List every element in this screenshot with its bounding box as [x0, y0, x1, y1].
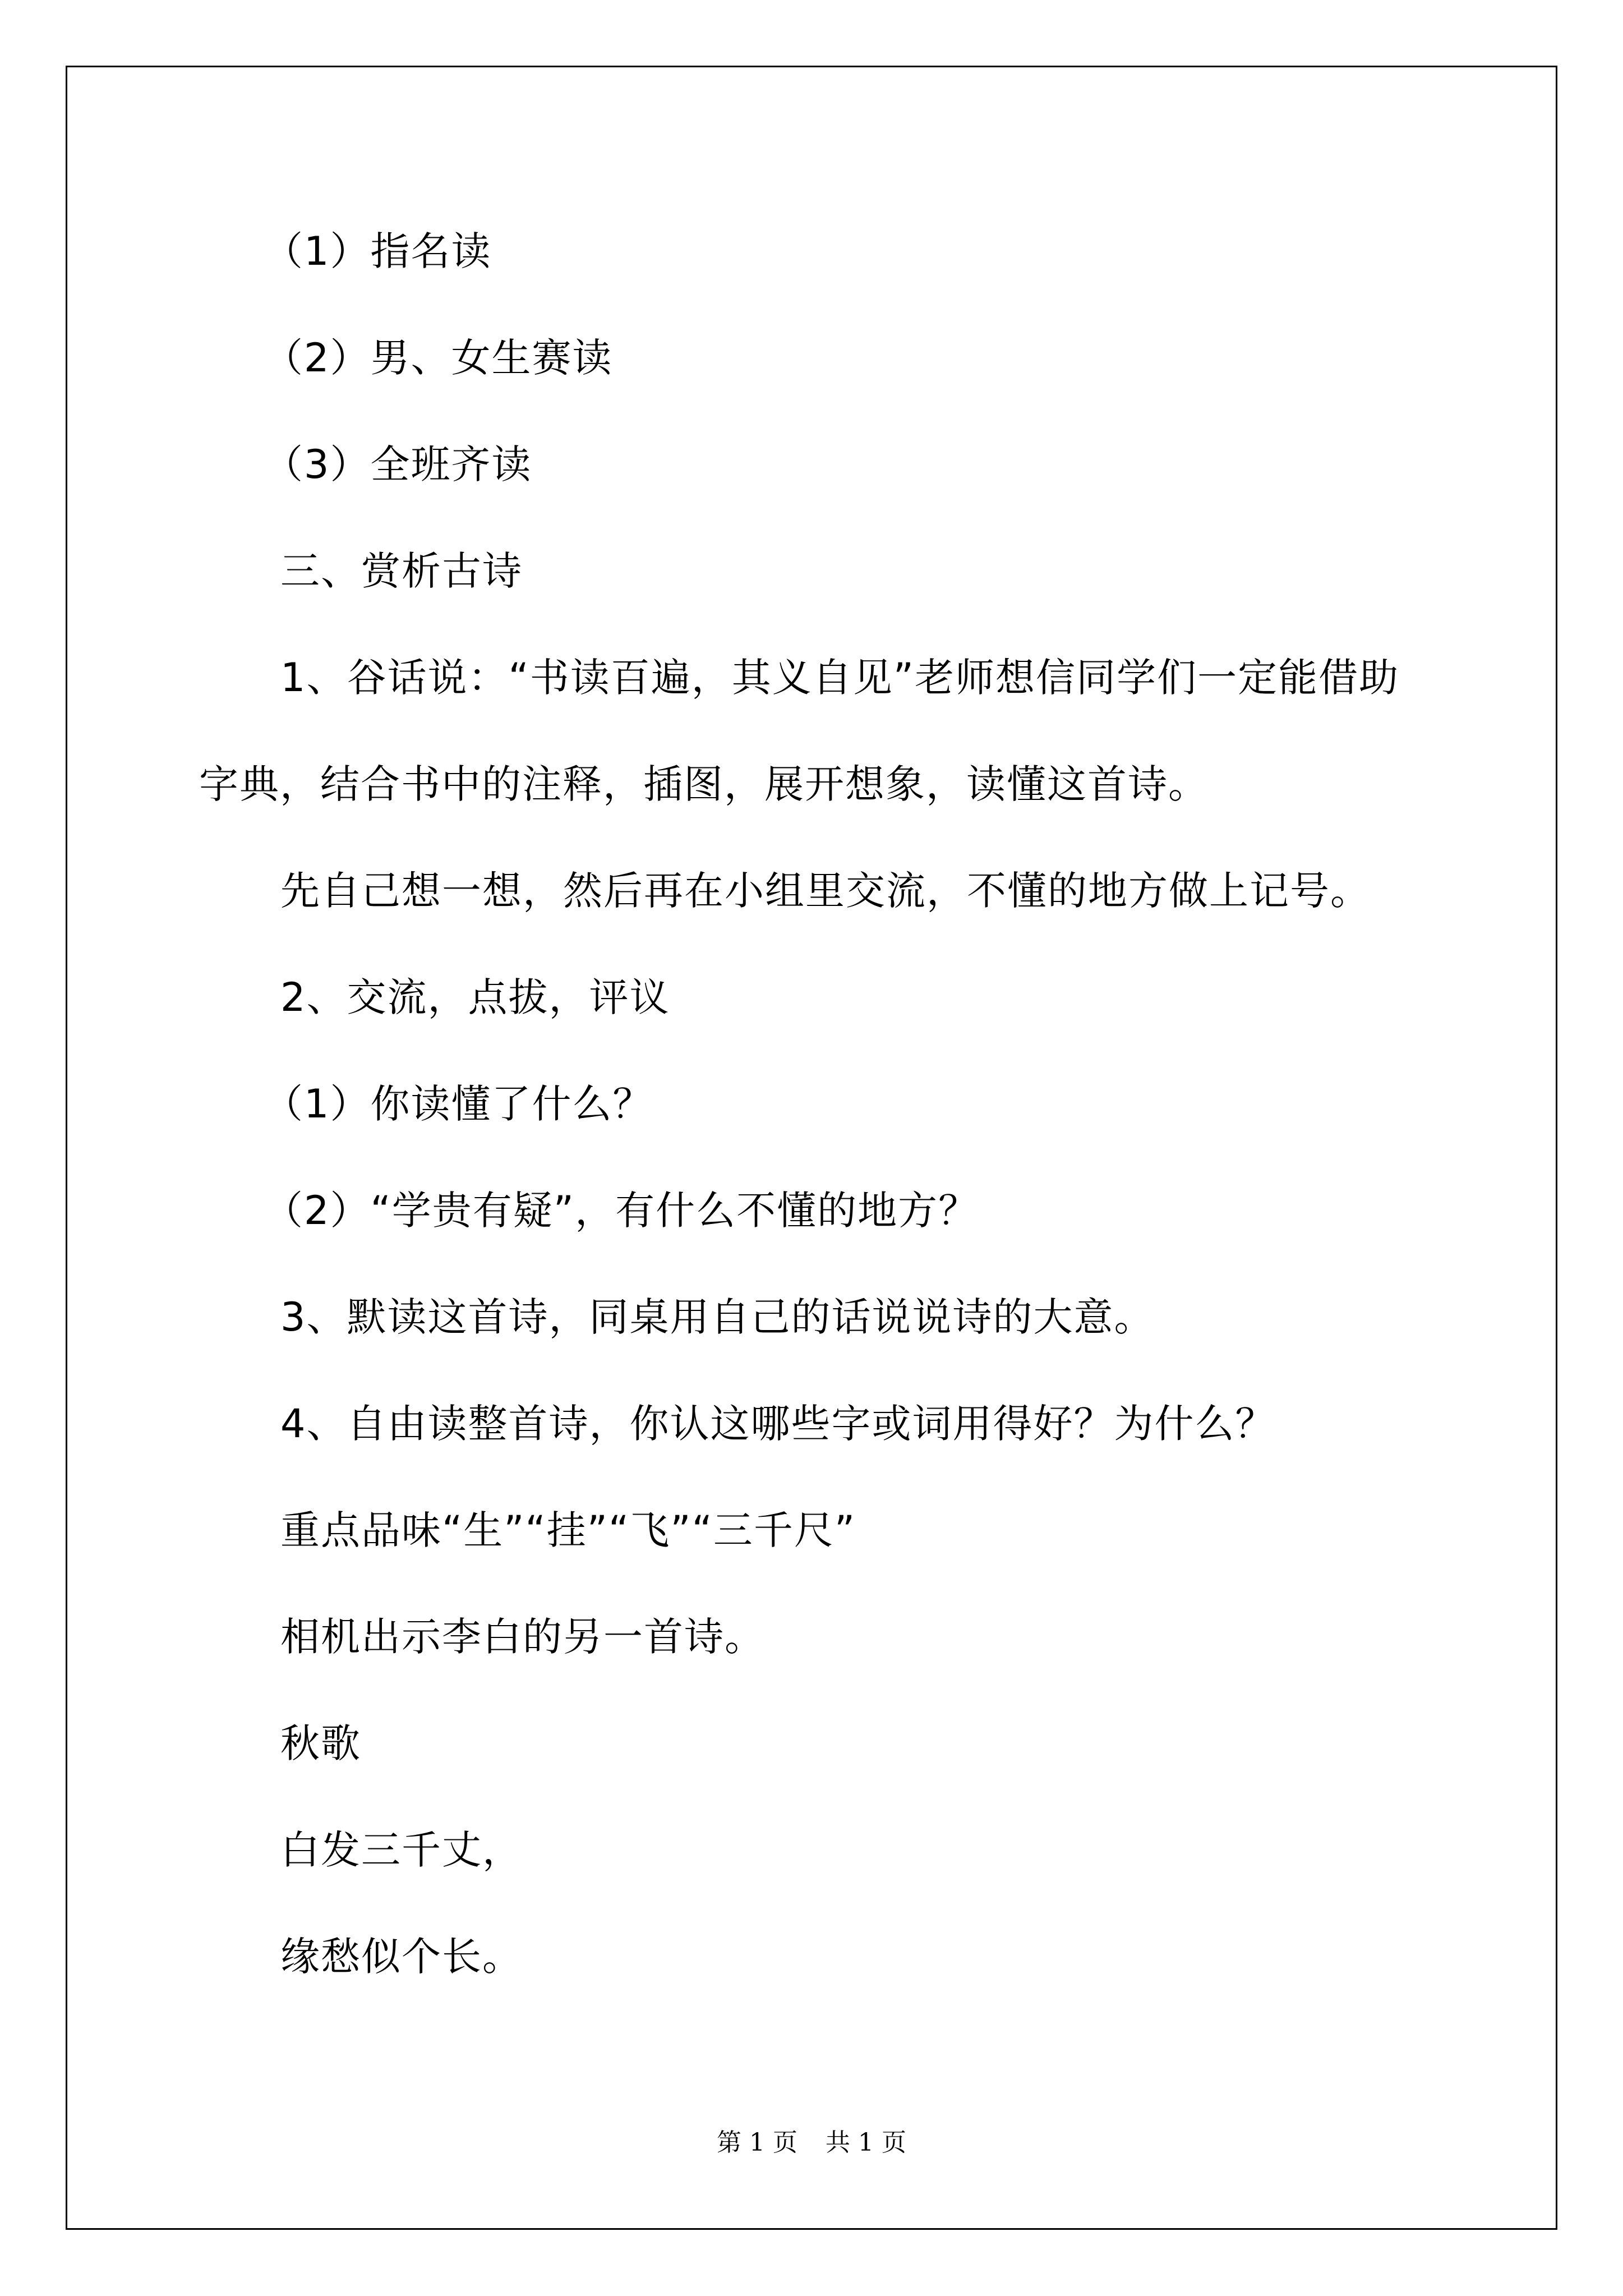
- text-line: （2）男、女生赛读: [264, 335, 613, 381]
- text-line: 重点品味“生”“挂”“飞”“三千尺”: [280, 1507, 856, 1553]
- text-line: （3）全班齐读: [264, 441, 532, 487]
- page-number: 第 1 页: [717, 2128, 797, 2157]
- section-heading: 三、赏析古诗: [280, 548, 523, 594]
- page-border: [66, 66, 1557, 2230]
- page-footer: [0, 2126, 1623, 2160]
- text-line: 2、交流，点拔，评议: [280, 974, 670, 1020]
- text-line: 相机出示李白的另一首诗。: [280, 1614, 765, 1660]
- page-total: 共 1 页: [826, 2128, 906, 2157]
- text-line: （2）“学贵有疑”，有什么不懂的地方？: [264, 1188, 979, 1234]
- text-line: （1）指名读: [264, 228, 492, 274]
- text-line: 1、谷话说：“书读百遍，其义自见”老师想信同学们一定能借助: [280, 655, 1400, 701]
- poem-line: 白发三千丈，: [280, 1827, 523, 1873]
- text-line: 先自己想一想，然后再在小组里交流，不懂的地方做上记号。: [280, 868, 1371, 914]
- text-line: 4、自由读整首诗，你认这哪些字或词用得好？为什么？: [280, 1401, 1276, 1447]
- text-line: 3、默读这首诗，同桌用自己的话说说诗的大意。: [280, 1294, 1155, 1340]
- poem-line: 缘愁似个长。: [280, 1934, 523, 1980]
- text-line: （1）你读懂了什么？: [264, 1081, 653, 1127]
- poem-title: 秋歌: [280, 1720, 361, 1766]
- text-line: 字典，结合书中的注释，插图，展开想象，读懂这首诗。: [199, 761, 1209, 807]
